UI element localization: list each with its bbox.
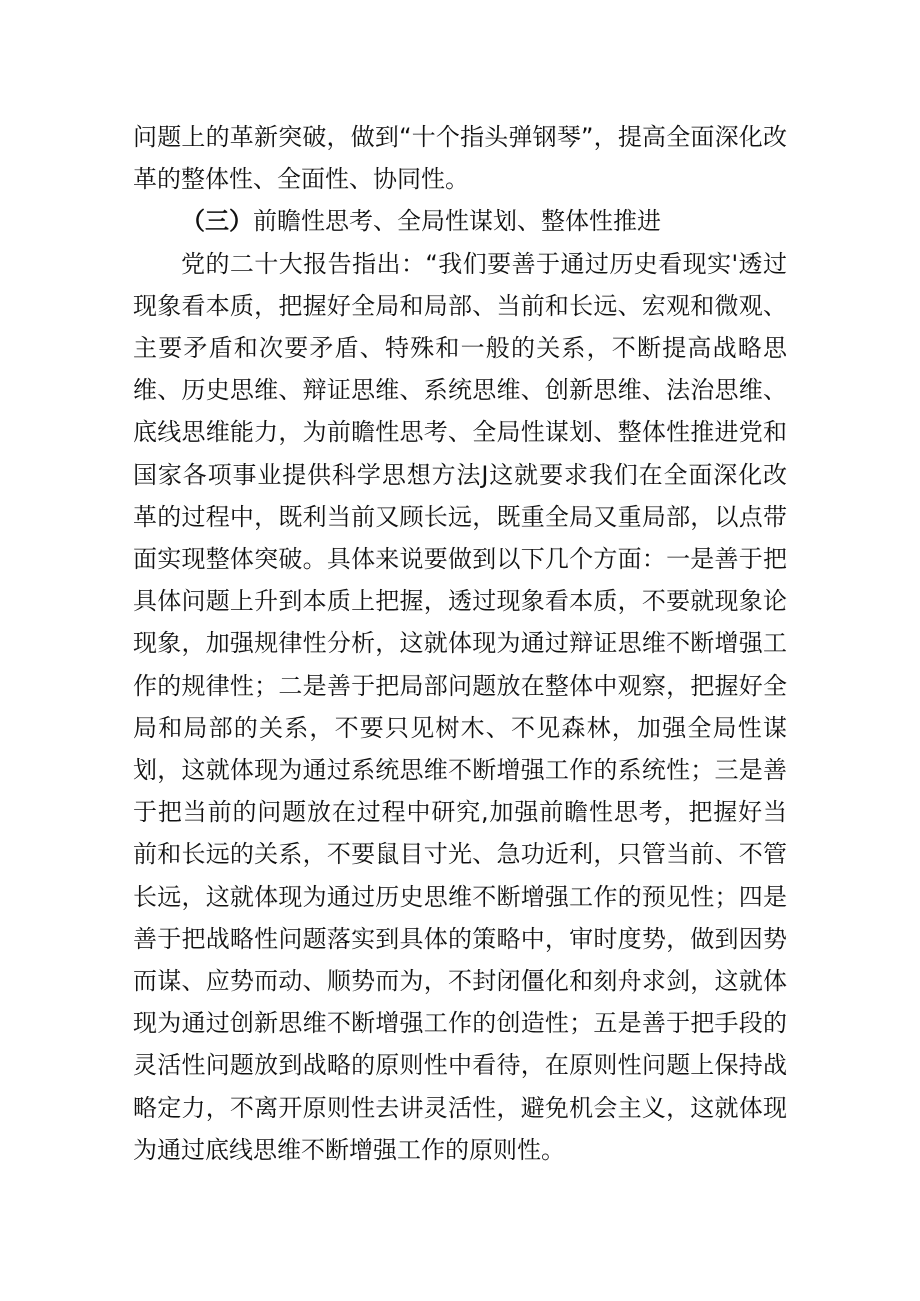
main-paragraph: 党的二十大报告指出：“我们要善于通过历史看现实'透过现象看本质，把握好全局和局部、当前和长远、宏观和微观、主要矛盾和次要矛盾、特殊和一般的关系，不断提高战略思维、历史思维、辩证思维、系统思维、创新思维、法治思维、底线思维能力，为前瞻性思考、全局性谋划、整体性推进党和国家各项事业提供科学思想方法J这就要求我们在全面深化改革的过程中，既利当前又顾长远，既重全局又重局部，以点带面实现整体突破。具体来说要做到以下几个方面：一是善于把具体问题上升到本质上把握，透过现象看本质，不要就现象论现象，加强规律性分析，这就体现为通过辩证思维不断增强工作的规律性；二是善于把局部问题放在整体中观察，把握好全局和局部的关系，不要只见树木、不见森林，加强全局性谋划，这就体现为通过系统思维不断增强工作的系统性；三是善于把当前的问题放在过程中研究,加强前瞻性思考，把握好当前和长远的关系，不要鼠目寸光、急功近利，只管当前、不管长远，这就体现为通过历史思维不断增强工作的预见性；四是善于把战略性问题落实到具体的策略中，审时度势，做到因势而谋、应势而动、顺势而为，不封闭僵化和刻舟求剑，这就体现为通过创新思维不断增强工作的创造性；五是善于把手段的灵活性问题放到战略的原则性中看待，在原则性问题上保持战略定力，不离开原则性去讲灵活性，避免机会主义，这就体现为通过底线思维不断增强工作的原则性。 — [133, 249, 787, 1164]
section-heading — [133, 200, 787, 242]
continued-paragraph: 问题上的革新突破，做到“十个指头弹钢琴”，提高全面深化改革的整体性、全面性、协同性。 — [133, 123, 787, 194]
section-title: 前瞻性思考、全局性谋划、整体性推进 — [253, 207, 661, 236]
document-body — [133, 116, 787, 1171]
section-number: （三） — [181, 207, 253, 236]
